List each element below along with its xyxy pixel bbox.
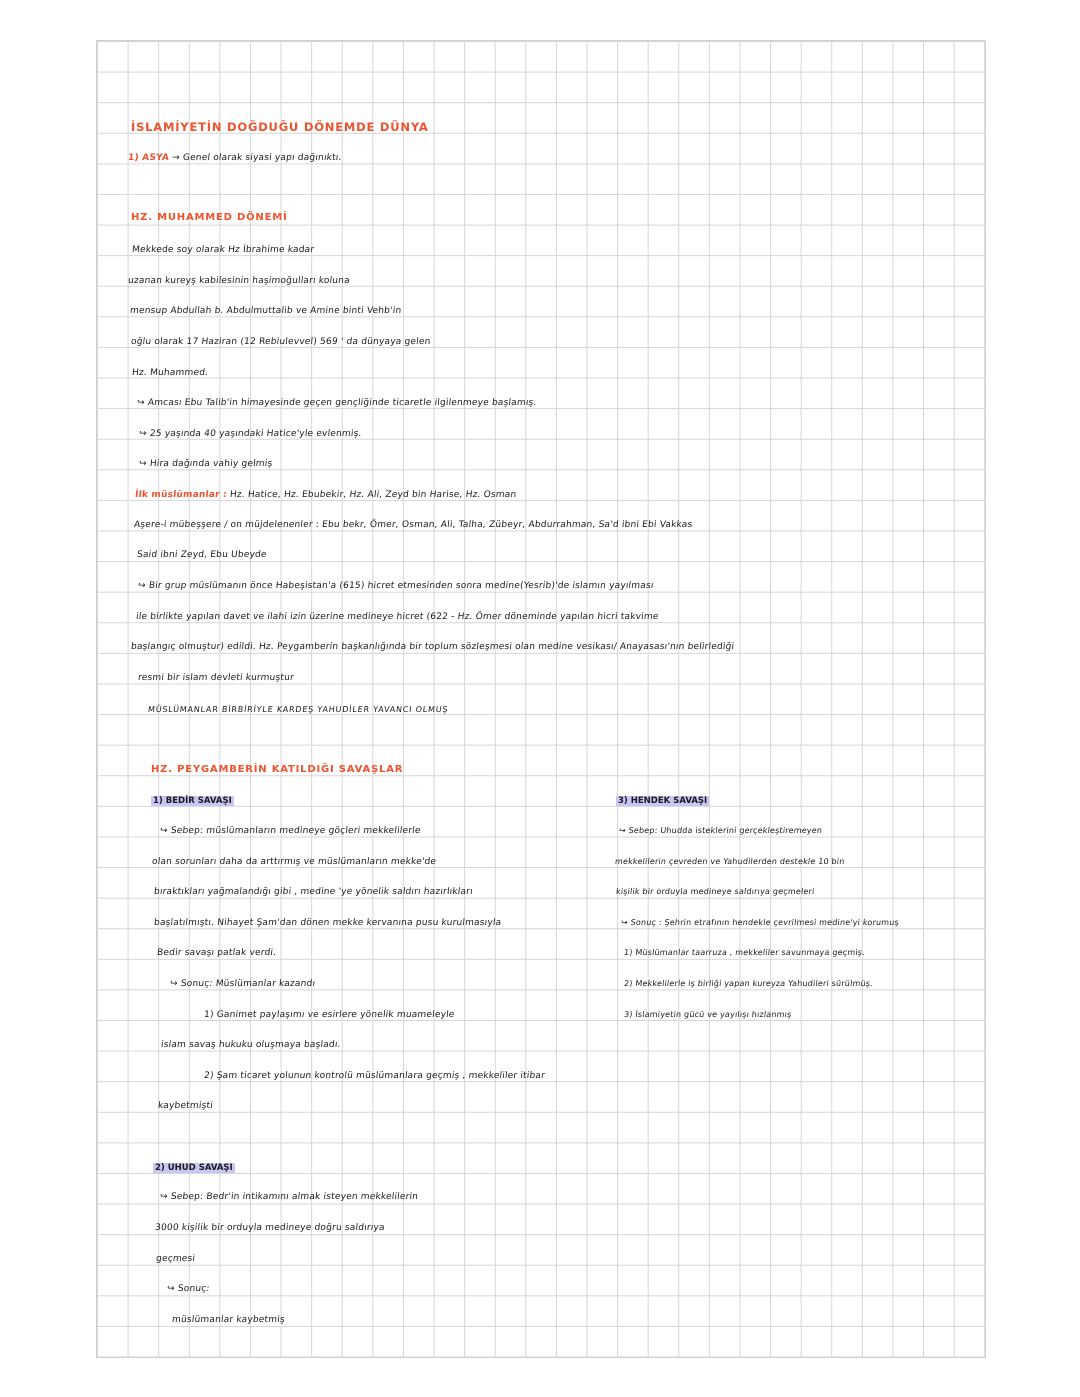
muhammed-line: ↪ Hira dağında vahiy gelmiş — [138, 459, 273, 469]
uhud-sonuc: ↪ Sonuç: — [166, 1284, 211, 1294]
bedir-line: Bedir savaşı patlak verdi. — [156, 948, 277, 958]
muhammed-line: Hz. Muhammed. — [131, 368, 209, 378]
page-title: İSLAMİYETİN DOĞDUĞU DÖNEMDE DÜNYA — [131, 120, 429, 134]
uhud-line: ↪ Sebep: Bedr'in intikamını almak isteyen mekkelilerin — [159, 1192, 419, 1202]
hicret-line: ile birlikte yapılan davet ve ilahi izin üzerine medineye hicret (622 - Hz. Ömer döneminde yapılan hicri takvime — [135, 612, 660, 622]
bedir-sonuc-line: 2) Şam ticaret yolunun kontrolü müslümanlara geçmiş , mekkeliler itibar — [203, 1071, 546, 1081]
hendek-line: ↪ Sonuç : Şehrin etrafının hendekle çevrilmesi medine'yi korumuş — [620, 918, 900, 927]
hendek-line: kişilik bir orduyla medineye saldırıya geçmeleri — [615, 887, 815, 896]
savaslar-section-title: HZ. PEYGAMBERİN KATILDIĞI SAVAŞLAR — [151, 764, 404, 775]
hicret-line: resmi bir islam devleti kurmuştur — [137, 673, 295, 683]
asere-line: Aşere-i mübeşşere / on müjdelenenler : Ebu bekr, Ömer, Osman, Ali, Talha, Zübeyr, Abdurrahman, Sa'd ibni Ebi Vakkas — [133, 520, 693, 530]
uhud-line: 3000 kişilik bir orduyla medineye doğru saldırıya — [154, 1223, 386, 1233]
hendek-sonuc-line: 2) Mekkelilerle iş birliği yapan kureyza Yahudileri sürülmüş. — [623, 979, 874, 988]
asya-line — [127, 153, 342, 163]
asere-line: Said ibni Zeyd, Ebu Ubeyde — [136, 550, 268, 560]
bedir-label: 1) BEDİR SAVAŞI — [153, 796, 232, 806]
hicret-line: MÜSLÜMANLAR BİRBİRİYLE KARDEŞ YAHUDİLER YAVANCI OLMUŞ — [147, 705, 449, 714]
muhammed-line: ↪ Amcası Ebu Talib'in himayesinde geçen gençliğinde ticaretle ilgilenmeye başlamış. — [136, 398, 537, 408]
muhammed-line: ↪ 25 yaşında 40 yaşındaki Hatice'yle evlenmiş. — [138, 429, 363, 439]
muhammed-line: Mekkede soy olarak Hz İbrahime kadar — [131, 245, 315, 255]
grid-paper — [96, 40, 986, 1358]
muhammed-line: mensup Abdullah b. Abdulmuttalib ve Amine binti Vehb'in — [129, 306, 402, 316]
hicret-line: ↪ Bir grup müslümanın önce Habeşistan'a (615) hicret etmesinden sonra medine(Yesrib)'de islamın yayılması — [137, 581, 655, 591]
bedir-sonuc: ↪ Sonuç: Müslümanlar kazandı — [169, 979, 316, 989]
hendek-sonuc-line: 1) Müslümanlar taarruza , mekkeliler savunmaya geçmiş. — [623, 948, 866, 957]
asya-label: 1) ASYA — [127, 153, 170, 163]
ilk-muslumanlar-label: İlk müslümanlar : — [134, 490, 228, 500]
muhammed-line: oğlu olarak 17 Haziran (12 Rebiulevvel) 569 ' da dünyaya gelen — [130, 337, 431, 347]
hicret-line: başlangıç olmuştur) edildi. Hz. Peygamberin başkanlığında bir toplum sözleşmesi olan medine vesikası/ Anayasası'nın belirlediği — [130, 642, 735, 652]
ilk-muslumanlar-line — [134, 490, 516, 500]
hendek-line: mekkelilerin çevreden ve Yahudilerden destekle 10 bin — [614, 857, 845, 866]
bedir-line: olan sorunları daha da arttırmış ve müslümanların mekke'de — [151, 857, 437, 867]
bedir-heading — [151, 796, 234, 806]
ilk-muslumanlar-text: Hz. Hatice, Hz. Ebubekir, Hz. Ali, Zeyd bin Harise, Hz. Osman — [229, 490, 517, 500]
uhud-label: 2) UHUD SAVAŞI — [155, 1163, 233, 1173]
muhammed-line: uzanan kureyş kabilesinin haşimoğulları koluna — [127, 276, 351, 286]
uhud-line: geçmesi — [155, 1254, 196, 1264]
hendek-line: ↪ Sebep: Uhudda isteklerini gerçekleştiremeyen — [618, 826, 823, 835]
muhammed-section-title: HZ. MUHAMMED DÖNEMİ — [131, 212, 288, 223]
bedir-sonuc-line: kaybetmişti — [157, 1101, 214, 1111]
hendek-heading — [616, 796, 709, 806]
bedir-sonuc-line: islam savaş hukuku oluşmaya başladı. — [160, 1040, 342, 1050]
hendek-sonuc-line: 3) İslamiyetin gücü ve yayılışı hızlanmış — [623, 1010, 792, 1019]
bedir-sonuc-line: 1) Ganimet paylaşımı ve esirlere yönelik muameleyle — [203, 1010, 456, 1020]
hendek-label: 3) HENDEK SAVAŞI — [618, 796, 708, 806]
bedir-line: başlatılmıştı. Nihayet Şam'dan dönen mekke kervanına pusu kurulmasıyla — [153, 918, 502, 928]
uhud-heading — [153, 1163, 235, 1173]
bedir-line: ↪ Sebep: müslümanların medineye göçleri mekkelilerle — [159, 826, 422, 836]
asya-text: → Genel olarak siyasi yapı dağınıktı. — [171, 153, 343, 163]
bedir-line: bıraktıkları yağmalandığı gibi , medine 'ye yönelik saldırı hazırlıkları — [153, 887, 474, 897]
uhud-sonuc-line: müslümanlar kaybetmiş — [171, 1315, 286, 1325]
